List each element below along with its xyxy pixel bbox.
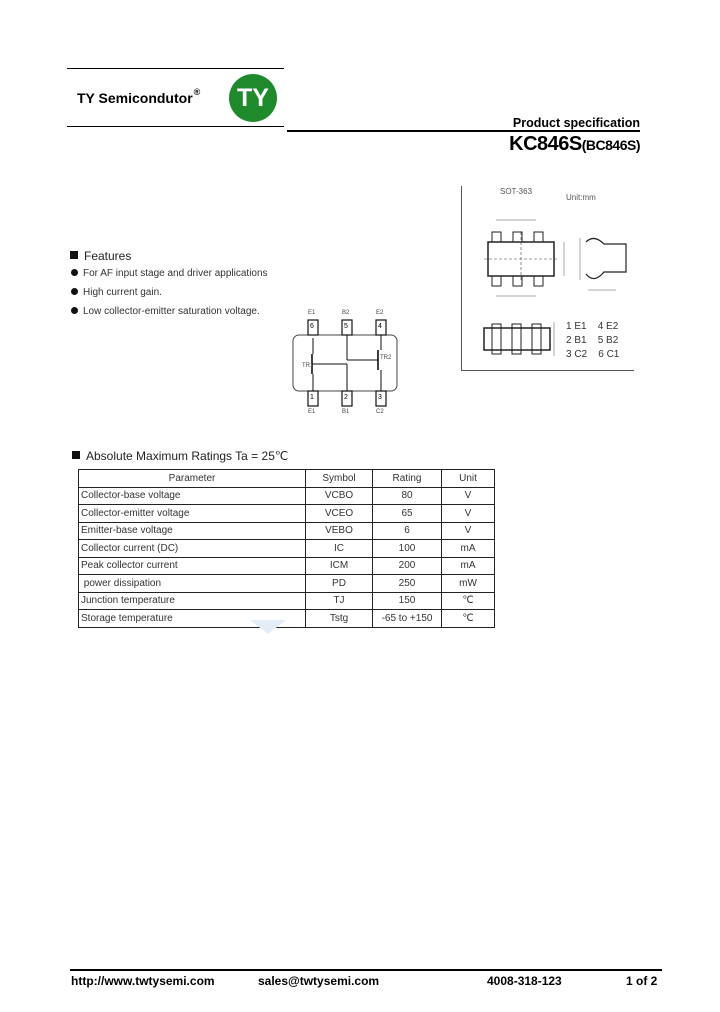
brand-text: TY Semicondutor: [77, 90, 193, 106]
dot-bullet-icon: [71, 269, 78, 276]
table-row: [79, 557, 495, 575]
cell-unit: ℃: [442, 610, 495, 628]
table-row: [79, 592, 495, 610]
product-specification: Product specification: [512, 116, 640, 130]
footer-rule: [70, 969, 662, 971]
pin-map-row: 1 E1 4 E2: [566, 321, 619, 332]
cell-unit: V: [442, 522, 495, 540]
feature-item: Low collector-emitter saturation voltage.: [71, 306, 260, 317]
cell-symbol: ICM: [306, 557, 373, 575]
package-unit: Unit:mm: [566, 193, 596, 202]
pin-label-top: B2: [342, 310, 350, 316]
part-number-alt: (BC846S): [581, 137, 640, 153]
footer-email[interactable]: sales@twtysemi.com: [258, 974, 380, 988]
pin-label-bottom: C2: [376, 409, 384, 415]
cell-parameter: Collector current (DC): [79, 540, 306, 558]
ratings-heading: Absolute Maximum Ratings Ta = 25℃: [72, 449, 288, 463]
table-row: [79, 540, 495, 558]
cell-unit: mA: [442, 557, 495, 575]
cell-parameter: Collector-base voltage: [79, 487, 306, 505]
cell-parameter: Emitter-base voltage: [79, 522, 306, 540]
cell-rating: 80: [373, 487, 442, 505]
feature-item: High current gain.: [71, 287, 162, 298]
cell-parameter: Collector-emitter voltage: [79, 505, 306, 523]
table-header-row: [79, 470, 495, 488]
pin-label-bottom: B1: [342, 409, 350, 415]
pin-number: 4: [378, 323, 382, 330]
pin-label-top: E1: [308, 310, 316, 316]
pin-label-top: E2: [376, 310, 384, 316]
cell-rating: 6: [373, 522, 442, 540]
cell-unit: mW: [442, 575, 495, 593]
cell-unit: mA: [442, 540, 495, 558]
cell-symbol: VEBO: [306, 522, 373, 540]
features-heading: Features: [70, 249, 131, 263]
transistor-schematic: [290, 308, 402, 418]
part-number-main: KC846S: [509, 133, 582, 155]
table-row: [79, 522, 495, 540]
cell-unit: ℃: [442, 592, 495, 610]
tr1-label: TR1: [302, 363, 314, 369]
header-rule-top: [67, 68, 284, 69]
dot-bullet-icon: [71, 288, 78, 295]
cell-unit: V: [442, 487, 495, 505]
footer-page-number: 1 of 2: [626, 974, 658, 988]
pin-number: 3: [378, 394, 382, 401]
cell-symbol: VCBO: [306, 487, 373, 505]
feature-item: For AF input stage and driver applications: [71, 268, 268, 279]
ratings-table: [78, 469, 495, 628]
col-header: Rating: [373, 470, 442, 488]
pin-number: 1: [310, 394, 314, 401]
footer-phone: 4008-318-123: [487, 974, 562, 988]
header-rule-mid: [67, 126, 284, 127]
cell-parameter: Peak collector current: [79, 557, 306, 575]
registered-mark: ®: [193, 87, 201, 97]
cell-unit: V: [442, 505, 495, 523]
col-header: Symbol: [306, 470, 373, 488]
pin-map-row: 3 C2 6 C1: [566, 349, 620, 360]
cell-symbol: IC: [306, 540, 373, 558]
table-row: [79, 610, 495, 628]
cell-rating: 250: [373, 575, 442, 593]
cell-parameter: Storage temperature: [79, 610, 306, 628]
watermark-arrow-icon: [250, 620, 286, 634]
col-header: Unit: [442, 470, 495, 488]
tr2-label: TR2: [380, 355, 392, 361]
cell-parameter: Junction temperature: [79, 592, 306, 610]
cell-rating: -65 to +150: [373, 610, 442, 628]
package-name: SOT-363: [500, 187, 533, 196]
cell-rating: 150: [373, 592, 442, 610]
brand-name: [77, 87, 201, 106]
cell-rating: 100: [373, 540, 442, 558]
ty-logo: TY: [229, 74, 277, 122]
square-bullet-icon: [70, 251, 78, 259]
square-bullet-icon: [72, 451, 80, 459]
pin-number: 5: [344, 323, 348, 330]
cell-symbol: TJ: [306, 592, 373, 610]
cell-symbol: PD: [306, 575, 373, 593]
col-header: Parameter: [79, 470, 306, 488]
table-row: [79, 487, 495, 505]
table-row: [79, 575, 495, 593]
cell-symbol: Tstg: [306, 610, 373, 628]
package-outline-box: [461, 186, 634, 371]
cell-symbol: VCEO: [306, 505, 373, 523]
pin-map: [566, 320, 619, 362]
part-number: [509, 133, 640, 156]
pin-number: 6: [310, 323, 314, 330]
cell-rating: 200: [373, 557, 442, 575]
cell-parameter: power dissipation: [79, 575, 306, 593]
dot-bullet-icon: [71, 307, 78, 314]
pin-label-bottom: E1: [308, 409, 316, 415]
pin-map-row: 2 B1 5 B2: [566, 335, 619, 346]
pin-number: 2: [344, 394, 348, 401]
cell-rating: 65: [373, 505, 442, 523]
table-row: [79, 505, 495, 523]
header-rule-long: [287, 130, 640, 132]
footer-website[interactable]: http://www.twtysemi.com: [71, 974, 215, 988]
